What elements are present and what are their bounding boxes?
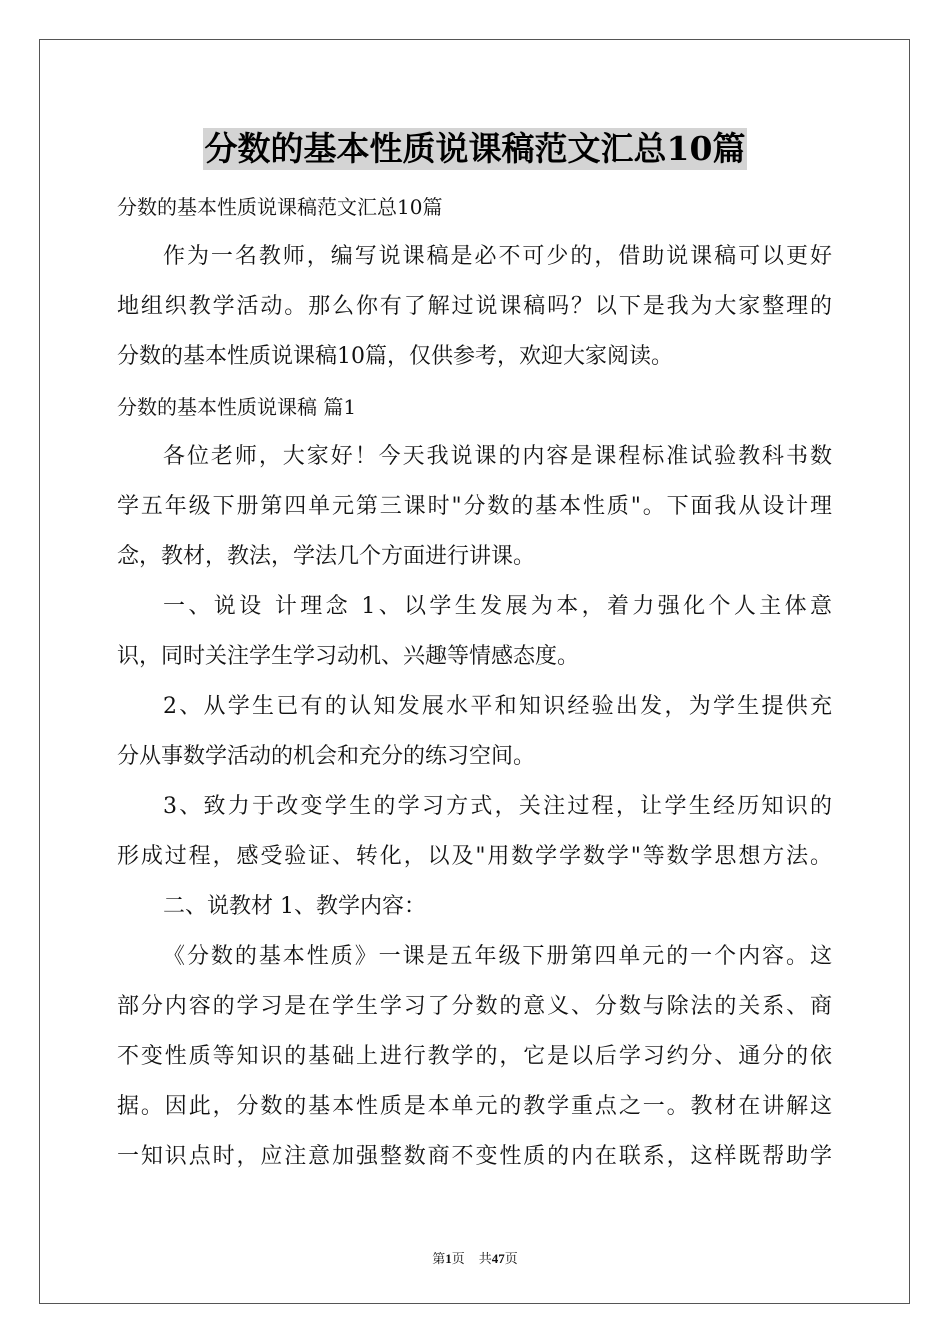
paragraph-line: 分数的基本性质说课稿10篇，仅供参考，欢迎大家阅读。 — [117, 344, 673, 369]
page-footer — [0, 1248, 950, 1267]
paragraph-line: 3、致力于改变学生的学习方式，关注过程，让学生经历知识的 — [163, 794, 832, 819]
paragraph-line: 作为一名教师，编写说课稿是必不可少的，借助说课稿可以更好 — [163, 244, 832, 269]
paragraph-line: 一、说设 计理念 1、以学生发展为本，着力强化个人主体意 — [163, 594, 832, 619]
paragraph-line: 不变性质等知识的基础上进行教学的，它是以后学习约分、通分的依 — [117, 1044, 832, 1069]
total-prefix: 共 — [478, 1251, 492, 1266]
paragraph-line: 地组织教学活动。那么你有了解过说课稿吗？以下是我为大家整理的 — [117, 294, 832, 319]
total-pages: 47 — [491, 1251, 505, 1266]
title-container — [0, 128, 950, 170]
page-suffix: 页 — [451, 1251, 465, 1266]
paragraph-line: 念，教材，教法，学法几个方面进行讲课。 — [117, 544, 536, 569]
paragraph-line: 据。因此，分数的基本性质是本单元的教学重点之一。教材在讲解这 — [117, 1094, 832, 1119]
document-title: 分数的基本性质说课稿范文汇总10篇 — [204, 129, 746, 168]
paragraph-line: 分从事数学活动的机会和充分的练习空间。 — [117, 744, 536, 769]
document-body — [117, 182, 832, 1182]
section-heading: 分数的基本性质说课稿 篇1 — [117, 395, 357, 419]
paragraph-line: 部分内容的学习是在学生学习了分数的意义、分数与除法的关系、商 — [117, 994, 832, 1019]
subtitle-line: 分数的基本性质说课稿范文汇总10篇 — [117, 195, 443, 219]
page-prefix: 第 — [432, 1251, 446, 1266]
paragraph-line: 形成过程，感受验证、转化，以及"用数学学数学"等数学思想方法。 — [117, 844, 832, 869]
total-suffix: 页 — [504, 1251, 518, 1266]
paragraph-line: 2、从学生已有的认知发展水平和知识经验出发，为学生提供充 — [163, 694, 832, 719]
paragraph-line: 《分数的基本性质》一课是五年级下册第四单元的一个内容。这 — [163, 944, 832, 969]
paragraph-line: 学五年级下册第四单元第三课时"分数的基本性质"。下面我从设计理 — [117, 494, 832, 519]
paragraph-line: 识，同时关注学生学习动机、兴趣等情感态度。 — [117, 644, 580, 669]
page-number: 1 — [445, 1251, 452, 1266]
paragraph-line: 一知识点时，应注意加强整数商不变性质的内在联系，这样既帮助学 — [117, 1144, 832, 1169]
paragraph-line: 各位老师，大家好！今天我说课的内容是课程标准试验教科书数 — [163, 444, 832, 469]
paragraph-line: 二、说教材 1、教学内容： — [163, 894, 426, 919]
